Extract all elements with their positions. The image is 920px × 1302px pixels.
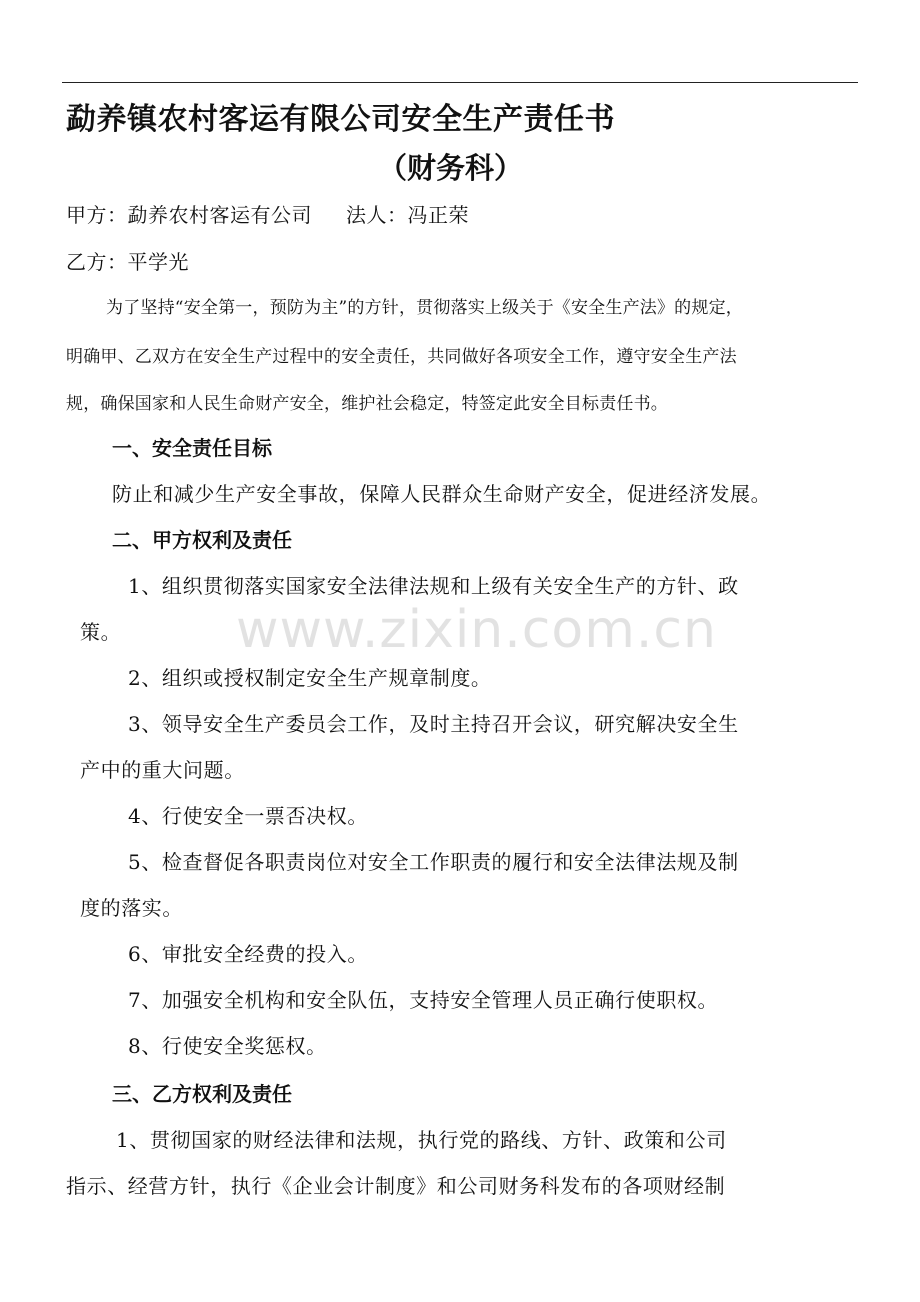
section-2-item-2: 2、组织或授权制定安全生产规章制度。 — [128, 666, 492, 690]
section-2-item-1-cont: 策。 — [80, 620, 122, 644]
intro-line-1: 为了坚持“安全第一，预防为主”的方针，贯彻落实上级关于《安全生产法》的规定， — [106, 298, 743, 318]
section-2-item-6: 6、审批安全经费的投入。 — [128, 942, 368, 966]
section-1-text: 防止和减少生产安全事故，保障人民群众生命财产安全，促进经济发展。 — [112, 482, 772, 506]
document-subtitle: （财务科） — [378, 151, 524, 185]
section-2-item-4: 4、行使安全一票否决权。 — [128, 804, 368, 828]
section-2-item-1: 1、组织贯彻落实国家安全法律法规和上级有关安全生产的方针、政 — [128, 574, 739, 598]
section-3-item-1: 1、贯彻国家的财经法律和法规，执行党的路线、方针、政策和公司 — [116, 1128, 727, 1152]
section-3-heading: 三、乙方权利及责任 — [112, 1082, 292, 1106]
watermark: www.zixin.com.cn — [236, 600, 717, 660]
document-title: 勐养镇农村客运有限公司安全生产责任书 — [66, 102, 615, 137]
party-a-name: 甲方：勐养农村客运有公司 — [66, 203, 312, 227]
intro-line-3: 规，确保国家和人民生命财产安全，维护社会稳定，特签定此安全目标责任书。 — [66, 394, 668, 414]
section-2-item-7: 7、加强安全机构和安全队伍，支持安全管理人员正确行使职权。 — [128, 988, 719, 1012]
party-a-line — [66, 199, 469, 228]
section-2-item-5: 5、检查督促各职责岗位对安全工作职责的履行和安全法律法规及制 — [128, 850, 739, 874]
intro-line-2: 明确甲、乙双方在安全生产过程中的安全责任，共同做好各项安全工作，遵守安全生产法 — [66, 347, 737, 367]
party-a-legal-rep: 法人：冯正荣 — [346, 203, 469, 227]
section-3-item-1-cont: 指示、经营方针，执行《企业会计制度》和公司财务科发布的各项财经制 — [66, 1174, 726, 1198]
section-2-item-8: 8、行使安全奖惩权。 — [128, 1034, 327, 1058]
section-2-heading: 二、甲方权利及责任 — [112, 528, 292, 552]
section-2-item-3: 3、领导安全生产委员会工作，及时主持召开会议，研究解决安全生 — [128, 712, 739, 736]
party-b-line: 乙方：平学光 — [66, 250, 189, 274]
section-2-item-3-cont: 产中的重大问题。 — [80, 758, 245, 782]
section-1-heading: 一、安全责任目标 — [112, 436, 272, 460]
section-2-item-5-cont: 度的落实。 — [80, 896, 183, 920]
top-divider — [62, 82, 858, 83]
